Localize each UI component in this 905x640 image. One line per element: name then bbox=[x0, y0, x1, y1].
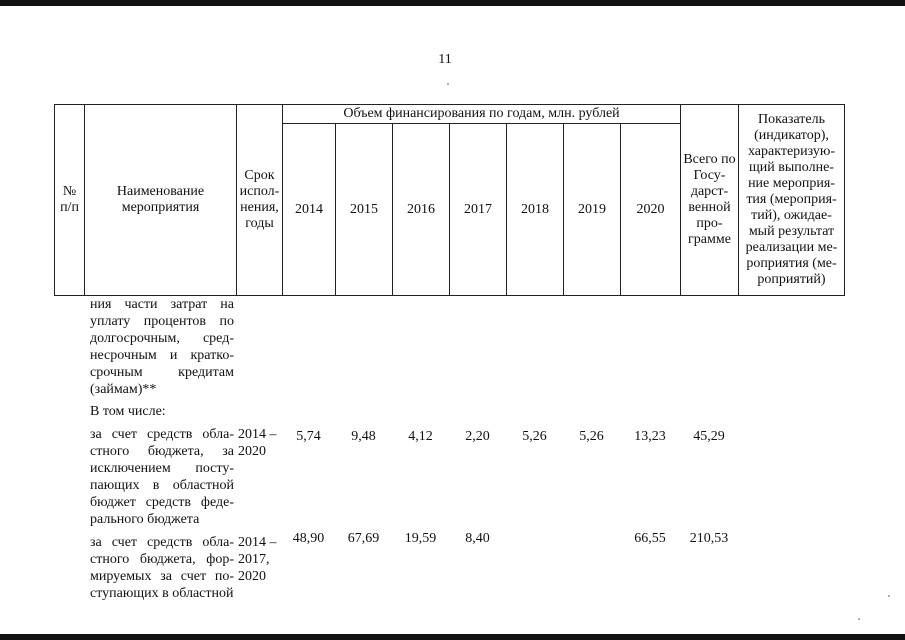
header-indicator: Показатель (индикатор), характеризую-щий выполне-ние мероприя-тия (мероприя-тий), ожидае-мый результат реализации ме-роприятия (ме-роприятий) bbox=[739, 105, 845, 296]
table-row bbox=[54, 296, 844, 398]
activity-name: за счет средств обла- стного бюджета, за исключением посту- пающих в областной бюджет средств феде- рального бюджета bbox=[90, 427, 234, 527]
scan-speck bbox=[447, 83, 449, 85]
value-cell: 9,48 bbox=[351, 429, 376, 444]
value-cell: 5,26 bbox=[522, 429, 547, 444]
top-border bbox=[0, 0, 905, 6]
bottom-border bbox=[0, 634, 905, 640]
activity-name: за счет средств обла- стного бюджета, фор- мируемых за счет по- ступающих в областной bbox=[90, 535, 234, 601]
value-cell: 4,12 bbox=[408, 429, 433, 444]
header-number: № п/п bbox=[55, 105, 85, 296]
header-name: Наименование мероприятия bbox=[85, 105, 237, 296]
activity-name: В том числе: bbox=[90, 404, 166, 419]
header-year: 2016 bbox=[393, 124, 450, 296]
value-cell: 5,74 bbox=[296, 429, 321, 444]
table-header bbox=[54, 104, 845, 296]
header-year: 2017 bbox=[450, 124, 507, 296]
header-year: 2015 bbox=[336, 124, 393, 296]
header-year: 2014 bbox=[283, 124, 336, 296]
scan-speck bbox=[858, 618, 860, 620]
header-total: Всего по Госу-дарст-венной про-грамме bbox=[681, 105, 739, 296]
activity-name: ния части затрат на уплату процентов по долгосрочным, сред- несрочным и кратко- срочным кредитам (займам)** bbox=[90, 297, 234, 397]
table-row bbox=[54, 528, 844, 602]
header-term: Срок испол-нения, годы bbox=[237, 105, 283, 296]
header-year: 2020 bbox=[621, 124, 681, 296]
term-cell: 2014 – 2017, 2020 bbox=[238, 535, 277, 584]
table-row bbox=[54, 426, 844, 528]
value-cell: 66,55 bbox=[634, 531, 666, 546]
value-cell: 13,23 bbox=[634, 429, 666, 444]
header-year: 2018 bbox=[507, 124, 564, 296]
total-cell: 45,29 bbox=[693, 429, 725, 444]
term-cell: 2014 – 2020 bbox=[238, 427, 277, 459]
value-cell: 67,69 bbox=[347, 531, 380, 546]
value-cell: 48,90 bbox=[292, 531, 325, 546]
value-cell bbox=[506, 528, 563, 602]
value-cell: 5,26 bbox=[579, 429, 604, 444]
page-number: 11 bbox=[438, 52, 452, 67]
total-cell: 210,53 bbox=[689, 531, 729, 546]
table-row bbox=[54, 398, 844, 426]
scan-speck bbox=[888, 595, 890, 597]
value-cell: 8,40 bbox=[465, 531, 490, 546]
value-cell: 19,59 bbox=[404, 531, 437, 546]
header-year: 2019 bbox=[564, 124, 621, 296]
header-funding: Объем финансирования по годам, млн. рублей bbox=[283, 105, 681, 124]
table-body bbox=[54, 296, 844, 602]
value-cell: 2,20 bbox=[465, 429, 490, 444]
value-cell bbox=[563, 528, 620, 602]
